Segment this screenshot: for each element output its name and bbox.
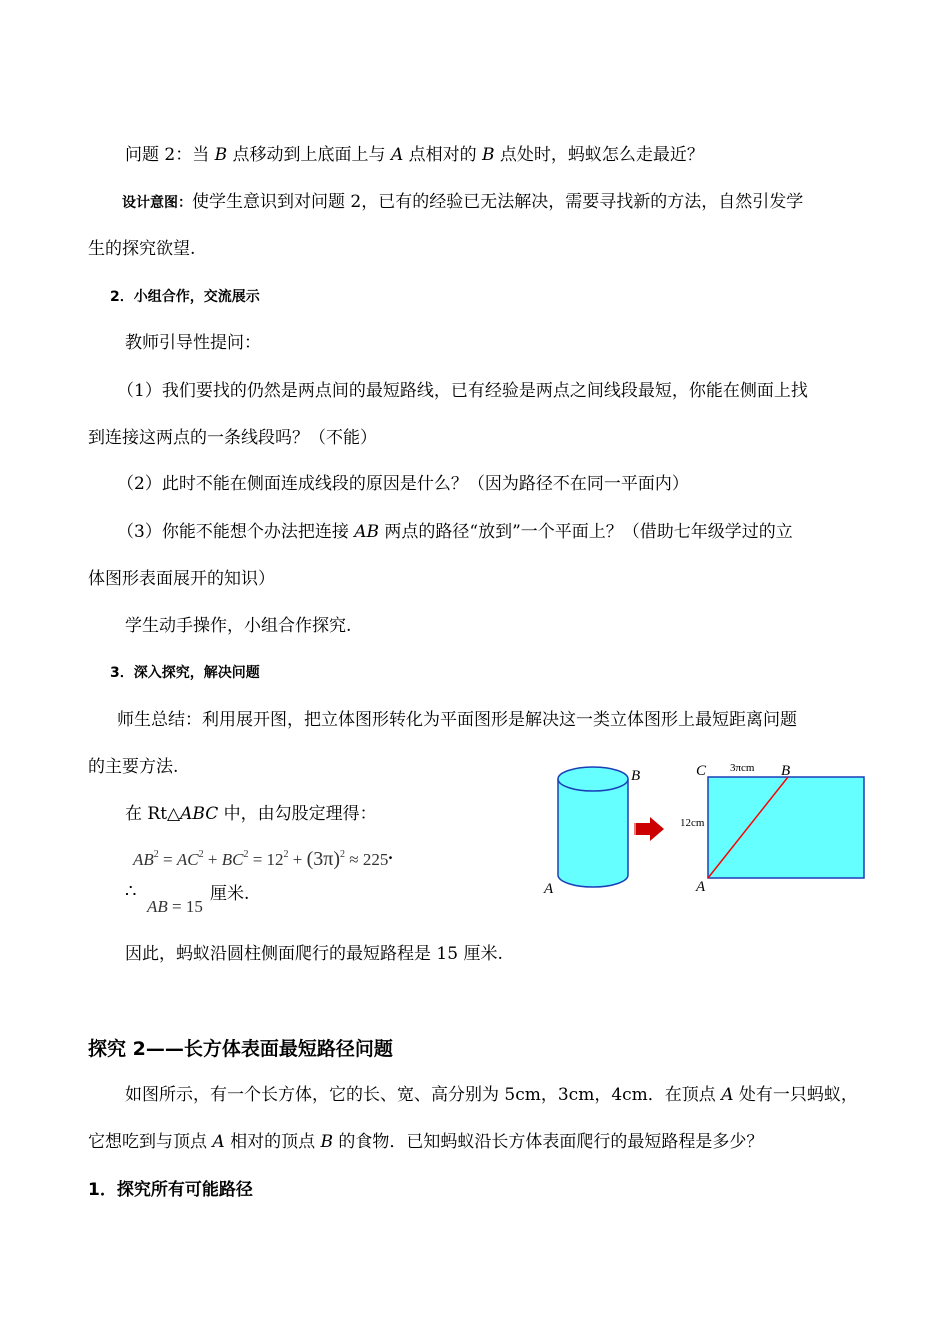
result-unit: 厘米. — [210, 884, 250, 904]
cylinder-top — [558, 767, 628, 791]
cylinder-label-a: A — [544, 881, 554, 897]
section-3-heading: 3．深入探究，解决问题 — [110, 665, 260, 681]
question-p3-line2: 体图形表面展开的知识） — [88, 569, 275, 589]
question-p1-line2: 到连接这两点的一条线段吗？（不能） — [88, 428, 377, 448]
student-activity: 学生动手操作，小组合作探究. — [125, 616, 352, 636]
question-2: 问题 2：当 B 点移动到上底面上与 A 点相对的 B 点处时，蚂蚁怎么走最近？ — [125, 145, 704, 165]
rect-label-b: B — [781, 763, 791, 779]
design-intent-label: 设计意图： — [122, 195, 192, 211]
result-formula: AB = 15 — [147, 897, 203, 916]
question-p2: （2）此时不能在侧面连成线段的原因是什么？（因为路径不在同一平面内） — [117, 474, 689, 494]
top-dimension-label: 3πcm — [730, 762, 755, 774]
cylinder-unfold-figure — [538, 757, 878, 897]
cylinder-body — [558, 779, 628, 887]
conclusion: 因此，蚂蚁沿圆柱侧面爬行的最短路程是 15 厘米. — [125, 944, 503, 964]
explore-2-paragraph-line2: 它想吃到与顶点 A 相对的顶点 B 的食物．已知蚂蚁沿长方体表面爬行的最短路程是多少？ — [88, 1132, 764, 1152]
section-2-heading: 2．小组合作，交流展示 — [110, 289, 260, 305]
design-intent: 设计意图：使学生意识到对问题 2，已有的经验已无法解决，需要寻找新的方法，自然引发学 — [122, 192, 804, 212]
question-p1-line1: （1）我们要找的仍然是两点间的最短路线，已有经验是两点之间线段最短，你能在侧面上找 — [117, 381, 808, 401]
unfolded-rectangle — [708, 777, 864, 878]
rect-label-c: C — [696, 763, 707, 779]
question-p3-line1: （3）你能不能想个办法把连接 AB 两点的路径“放到”一个平面上？（借助七年级学过的立 — [117, 522, 793, 542]
explore-2-paragraph-line1: 如图所示，有一个长方体，它的长、宽、高分别为 5cm，3cm，4cm．在顶点 A 处有一只蚂蚁， — [125, 1085, 858, 1105]
explore-2-title: 探究 2——长方体表面最短路径问题 — [88, 1038, 393, 1060]
explore-all-paths-heading: 1．探究所有可能路径 — [88, 1180, 253, 1200]
summary-line2: 的主要方法. — [88, 757, 179, 777]
teacher-prompt: 教师引导性提问： — [125, 333, 261, 353]
rt-triangle-text: 在 Rt△ABC 中，由勾股定理得： — [125, 804, 377, 824]
cylinder-label-b: B — [631, 768, 641, 784]
side-dimension-label: 12cm — [680, 817, 705, 829]
summary-line1: 师生总结：利用展开图，把立体图形转化为平面图形是解决这一类立体图形上最短距离问题 — [117, 710, 797, 730]
pythagoras-formula: $AB^2 = AC^2 + BC^2 = 12^2 + (3\pi)^2 \approx 225$. — [133, 844, 393, 870]
design-intent-line2: 生的探究欲望. — [88, 239, 196, 259]
transform-arrow-icon — [634, 817, 664, 841]
rect-label-a: A — [696, 879, 706, 895]
therefore-line: ∴ — [125, 881, 137, 902]
